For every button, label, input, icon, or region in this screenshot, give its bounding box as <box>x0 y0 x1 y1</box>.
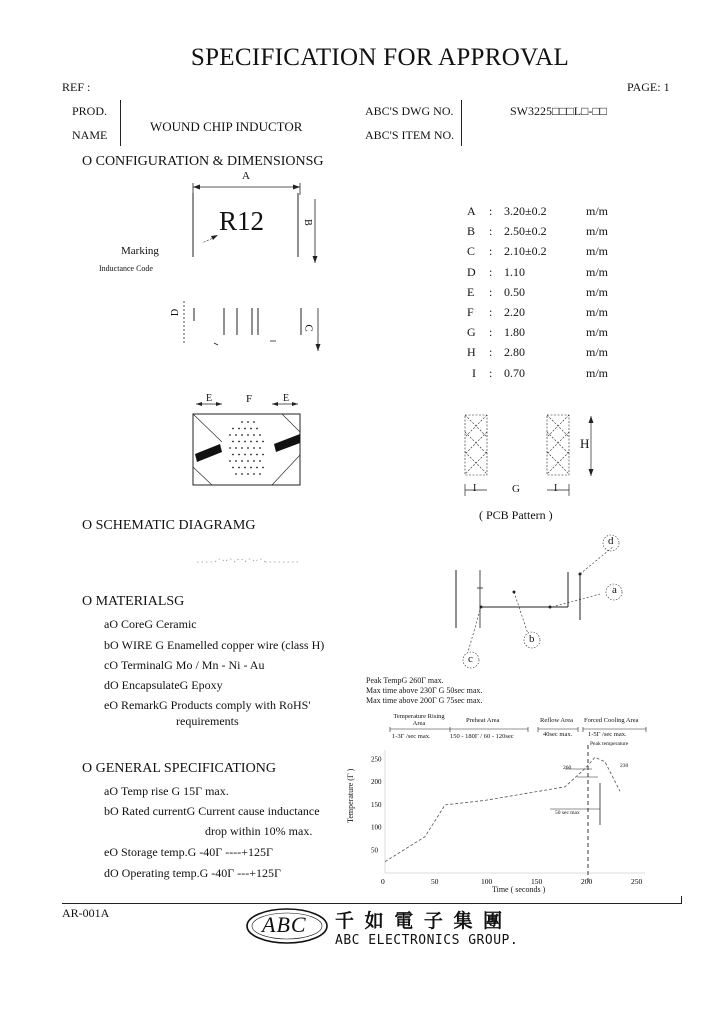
dimension-value: 1.80 <box>504 325 525 339</box>
dimension-row <box>464 345 624 361</box>
dimension-colon: : <box>489 345 493 359</box>
zone-value-rising: 1-3Γ /sec max. <box>392 733 431 740</box>
zone-value-cooling: 1-5Γ /sec max. <box>588 731 627 738</box>
core-dot <box>241 447 243 449</box>
zone-label-cooling: Forced Cooling Area <box>584 717 639 724</box>
dimension-colon: : <box>489 366 493 380</box>
core-dot <box>262 441 264 443</box>
core-dot <box>241 421 243 423</box>
core-dot <box>232 467 234 469</box>
zone-value-reflow: 40sec max. <box>543 731 573 738</box>
dim-a-label: A <box>242 170 250 182</box>
core-dot <box>235 473 237 475</box>
dimension-row <box>464 244 624 260</box>
reflow-note: Max time above 200Γ G 75sec max. <box>366 696 483 705</box>
dimension-key: D <box>467 265 476 279</box>
core-dot <box>244 454 246 456</box>
dimension-value: 2.10±0.2 <box>504 244 547 258</box>
dim-b-label: B <box>301 219 313 226</box>
core-dot <box>244 428 246 430</box>
zone-label-reflow: Reflow Area <box>540 717 574 724</box>
dimension-unit: m/m <box>586 285 609 299</box>
dimension-unit: m/m <box>586 224 609 238</box>
footer-rule-tick <box>681 896 682 904</box>
core-dot <box>262 454 264 456</box>
core-dot <box>229 447 231 449</box>
dwg-value: SW3225□□□L□-□□ <box>510 104 607 118</box>
core-dot <box>256 428 258 430</box>
dimension-colon: : <box>489 244 493 258</box>
page-number: PAGE: 1 <box>627 80 670 94</box>
inductance-code-label: Inductance Code <box>99 264 153 273</box>
construction-drawing <box>450 530 630 670</box>
gen-item-cont: drop within 10% max. <box>205 824 313 838</box>
core-dot <box>241 473 243 475</box>
bottom-view-drawing <box>192 392 302 487</box>
core-dot <box>238 428 240 430</box>
core-dot <box>250 467 252 469</box>
core-dot <box>244 441 246 443</box>
logo-text: ABC <box>262 912 307 937</box>
annotation-230: 230 <box>620 763 629 769</box>
footer-rule <box>62 903 682 904</box>
top-view-drawing <box>90 165 330 355</box>
x-tick-label: 250 <box>631 877 643 886</box>
dimension-row <box>464 366 624 382</box>
dimension-key: G <box>467 325 476 339</box>
core-dot <box>232 441 234 443</box>
dimension-unit: m/m <box>586 345 609 359</box>
gen-item: bΟ Rated currentG Current cause inductance <box>104 804 320 818</box>
config-heading: Ο CONFIGURATION & DIMENSIONSG <box>82 154 324 169</box>
core-dot <box>229 460 231 462</box>
dim-i-label-right: I <box>554 483 558 494</box>
dimension-colon: : <box>489 325 493 339</box>
prod-label: PROD. <box>72 104 108 118</box>
core-dot <box>250 441 252 443</box>
dimension-key: A <box>467 204 476 218</box>
marking-code: R12 <box>219 206 265 236</box>
dimension-row <box>464 265 624 281</box>
dimension-unit: m/m <box>586 305 609 319</box>
core-dot <box>259 434 261 436</box>
zone-label-rising: Temperature Rising Area <box>393 713 445 727</box>
zone-value-preheat: 150 - 180Γ / 60 - 120sec <box>450 733 514 740</box>
core-dot <box>229 434 231 436</box>
reflow-chart <box>355 745 655 885</box>
core-dot <box>238 441 240 443</box>
material-item: aΟ CoreG Ceramic <box>104 617 197 631</box>
dimension-value: 2.50±0.2 <box>504 224 547 238</box>
pcb-pattern-drawing <box>455 410 605 502</box>
general-heading: Ο GENERAL SPECIFICATIONG <box>82 761 276 776</box>
item-label: ABC'S ITEM NO. <box>365 128 455 142</box>
schematic-symbol <box>195 556 305 568</box>
materials-heading: Ο MATERIALSG <box>82 594 185 609</box>
core-dot <box>238 467 240 469</box>
core-dot <box>247 434 249 436</box>
core-dot <box>256 441 258 443</box>
core-dot <box>235 434 237 436</box>
material-item: cΟ TerminalG Mo / Mn - Ni - Au <box>104 658 265 672</box>
page-title: SPECIFICATION FOR APPROVAL <box>190 44 570 71</box>
core-dot <box>256 467 258 469</box>
x-tick-label: 200 <box>581 877 593 886</box>
y-tick-label: 150 <box>371 800 382 809</box>
dim-g-label: G <box>512 483 520 495</box>
dimension-value: 0.50 <box>504 285 525 299</box>
y-tick-label: 100 <box>371 823 382 832</box>
company-name-en: ABC ELECTRONICS GROUP. <box>335 933 519 948</box>
dimension-row <box>464 325 624 341</box>
company-name-cn: 千 如 電 子 集 團 <box>335 910 505 932</box>
dimension-unit: m/m <box>586 366 609 380</box>
y-tick-label: 200 <box>371 778 382 787</box>
core-dot <box>250 428 252 430</box>
core-dot <box>247 421 249 423</box>
core-dot <box>253 473 255 475</box>
core-dot <box>259 447 261 449</box>
core-dot <box>241 434 243 436</box>
dimension-value: 2.20 <box>504 305 525 319</box>
dimension-key: I <box>472 366 476 380</box>
dimension-value: 2.80 <box>504 345 525 359</box>
x-tick-label: 150 <box>531 877 543 886</box>
x-tick-label: 50 <box>431 877 439 886</box>
dimension-unit: m/m <box>586 244 609 258</box>
peak-annotation: Peak temperature <box>590 741 629 747</box>
core-dot <box>259 473 261 475</box>
y-tick-label: 50 <box>371 846 378 855</box>
dim-f-label: F <box>246 393 253 405</box>
material-item: dΟ EncapsulateG Epoxy <box>104 678 223 692</box>
dim-e-label-right: E <box>283 393 290 404</box>
dimension-unit: m/m <box>586 204 609 218</box>
core-dot <box>241 460 243 462</box>
schematic-heading: Ο SCHEMATIC DIAGRAMG <box>82 518 256 533</box>
dim-e-label-left: E <box>206 393 213 404</box>
gen-item: dΟ Operating temp.G -40Γ ---+125Γ <box>104 866 281 880</box>
header-divider-2 <box>461 100 462 146</box>
pcb-pattern-label: ( PCB Pattern ) <box>479 508 553 522</box>
gen-item: aΟ Temp rise G 15Γ max. <box>104 784 229 798</box>
core-dot <box>244 467 246 469</box>
dimension-colon: : <box>489 224 493 238</box>
core-dot <box>247 460 249 462</box>
reflow-note: Max time above 230Γ G 50sec max. <box>366 686 483 695</box>
annotation-50s: 50 sec max <box>555 810 580 816</box>
name-label: NAME <box>72 128 108 142</box>
core-dot <box>232 454 234 456</box>
zone-arrows <box>388 727 658 741</box>
dimension-key: E <box>467 285 475 299</box>
product-name: WOUND CHIP INDUCTOR <box>150 119 303 134</box>
dimension-row <box>464 285 624 301</box>
form-code: AR-001A <box>62 906 110 920</box>
core-dot <box>262 467 264 469</box>
y-tick-label: 250 <box>371 755 382 764</box>
core-dot <box>235 447 237 449</box>
dim-i-label-left: I <box>473 483 477 494</box>
dimension-unit: m/m <box>586 325 609 339</box>
core-dot <box>259 460 261 462</box>
core-dot <box>235 460 237 462</box>
dim-d-label: D <box>170 308 182 317</box>
dimension-value: 0.70 <box>504 366 525 380</box>
dimension-key: H <box>467 345 476 359</box>
dimension-colon: : <box>489 305 493 319</box>
y-axis-label: Temperature (Γ ) <box>346 768 355 823</box>
core-dot <box>250 454 252 456</box>
marking-label: Marking <box>121 245 159 257</box>
gen-item: eΟ Storage temp.G -40Γ ----+125Γ <box>104 845 273 859</box>
dimension-colon: : <box>489 204 493 218</box>
x-tick-label: 100 <box>481 877 493 886</box>
dimension-row <box>464 224 624 240</box>
dimension-row <box>464 204 624 220</box>
core-dot <box>247 447 249 449</box>
callout-d: d <box>608 535 614 547</box>
dwg-label: ABC'S DWG NO. <box>365 104 454 118</box>
dimension-key: F <box>467 305 474 319</box>
x-axis-label: Time ( seconds ) <box>492 885 546 894</box>
core-dot <box>253 434 255 436</box>
dimension-row <box>464 305 624 321</box>
ref-label: REF : <box>62 80 91 94</box>
core-dot <box>247 473 249 475</box>
core-dot <box>253 460 255 462</box>
dimension-unit: m/m <box>586 265 609 279</box>
remark-continuation: requirements <box>176 714 239 728</box>
dimension-key: B <box>467 224 476 238</box>
dimension-value: 3.20±0.2 <box>504 204 547 218</box>
reflow-notes <box>366 676 482 706</box>
callout-b: b <box>529 633 535 645</box>
x-tick-label: 0 <box>381 877 385 886</box>
reflow-note: Peak TempG 260Γ max. <box>366 676 444 685</box>
dimension-colon: : <box>489 285 493 299</box>
dimension-value: 1.10 <box>504 265 525 279</box>
callout-c: c <box>468 653 473 665</box>
dimension-key: C <box>467 244 476 258</box>
material-item: bΟ WIRE G Enamelled copper wire (class H) <box>104 638 325 652</box>
dim-c-label: C <box>302 324 315 332</box>
core-dot <box>256 454 258 456</box>
header-divider-1 <box>120 100 121 146</box>
dim-h-label: H <box>580 436 590 451</box>
dimension-colon: : <box>489 265 493 279</box>
callout-a: a <box>612 584 617 596</box>
core-dot <box>253 421 255 423</box>
core-dot <box>232 428 234 430</box>
material-item: eΟ RemarkG Products comply with RoHS' <box>104 698 311 712</box>
core-dot <box>238 454 240 456</box>
core-dot <box>253 447 255 449</box>
annotation-260: 260 <box>563 765 572 771</box>
zone-label-preheat: Preheat Area <box>466 717 500 724</box>
